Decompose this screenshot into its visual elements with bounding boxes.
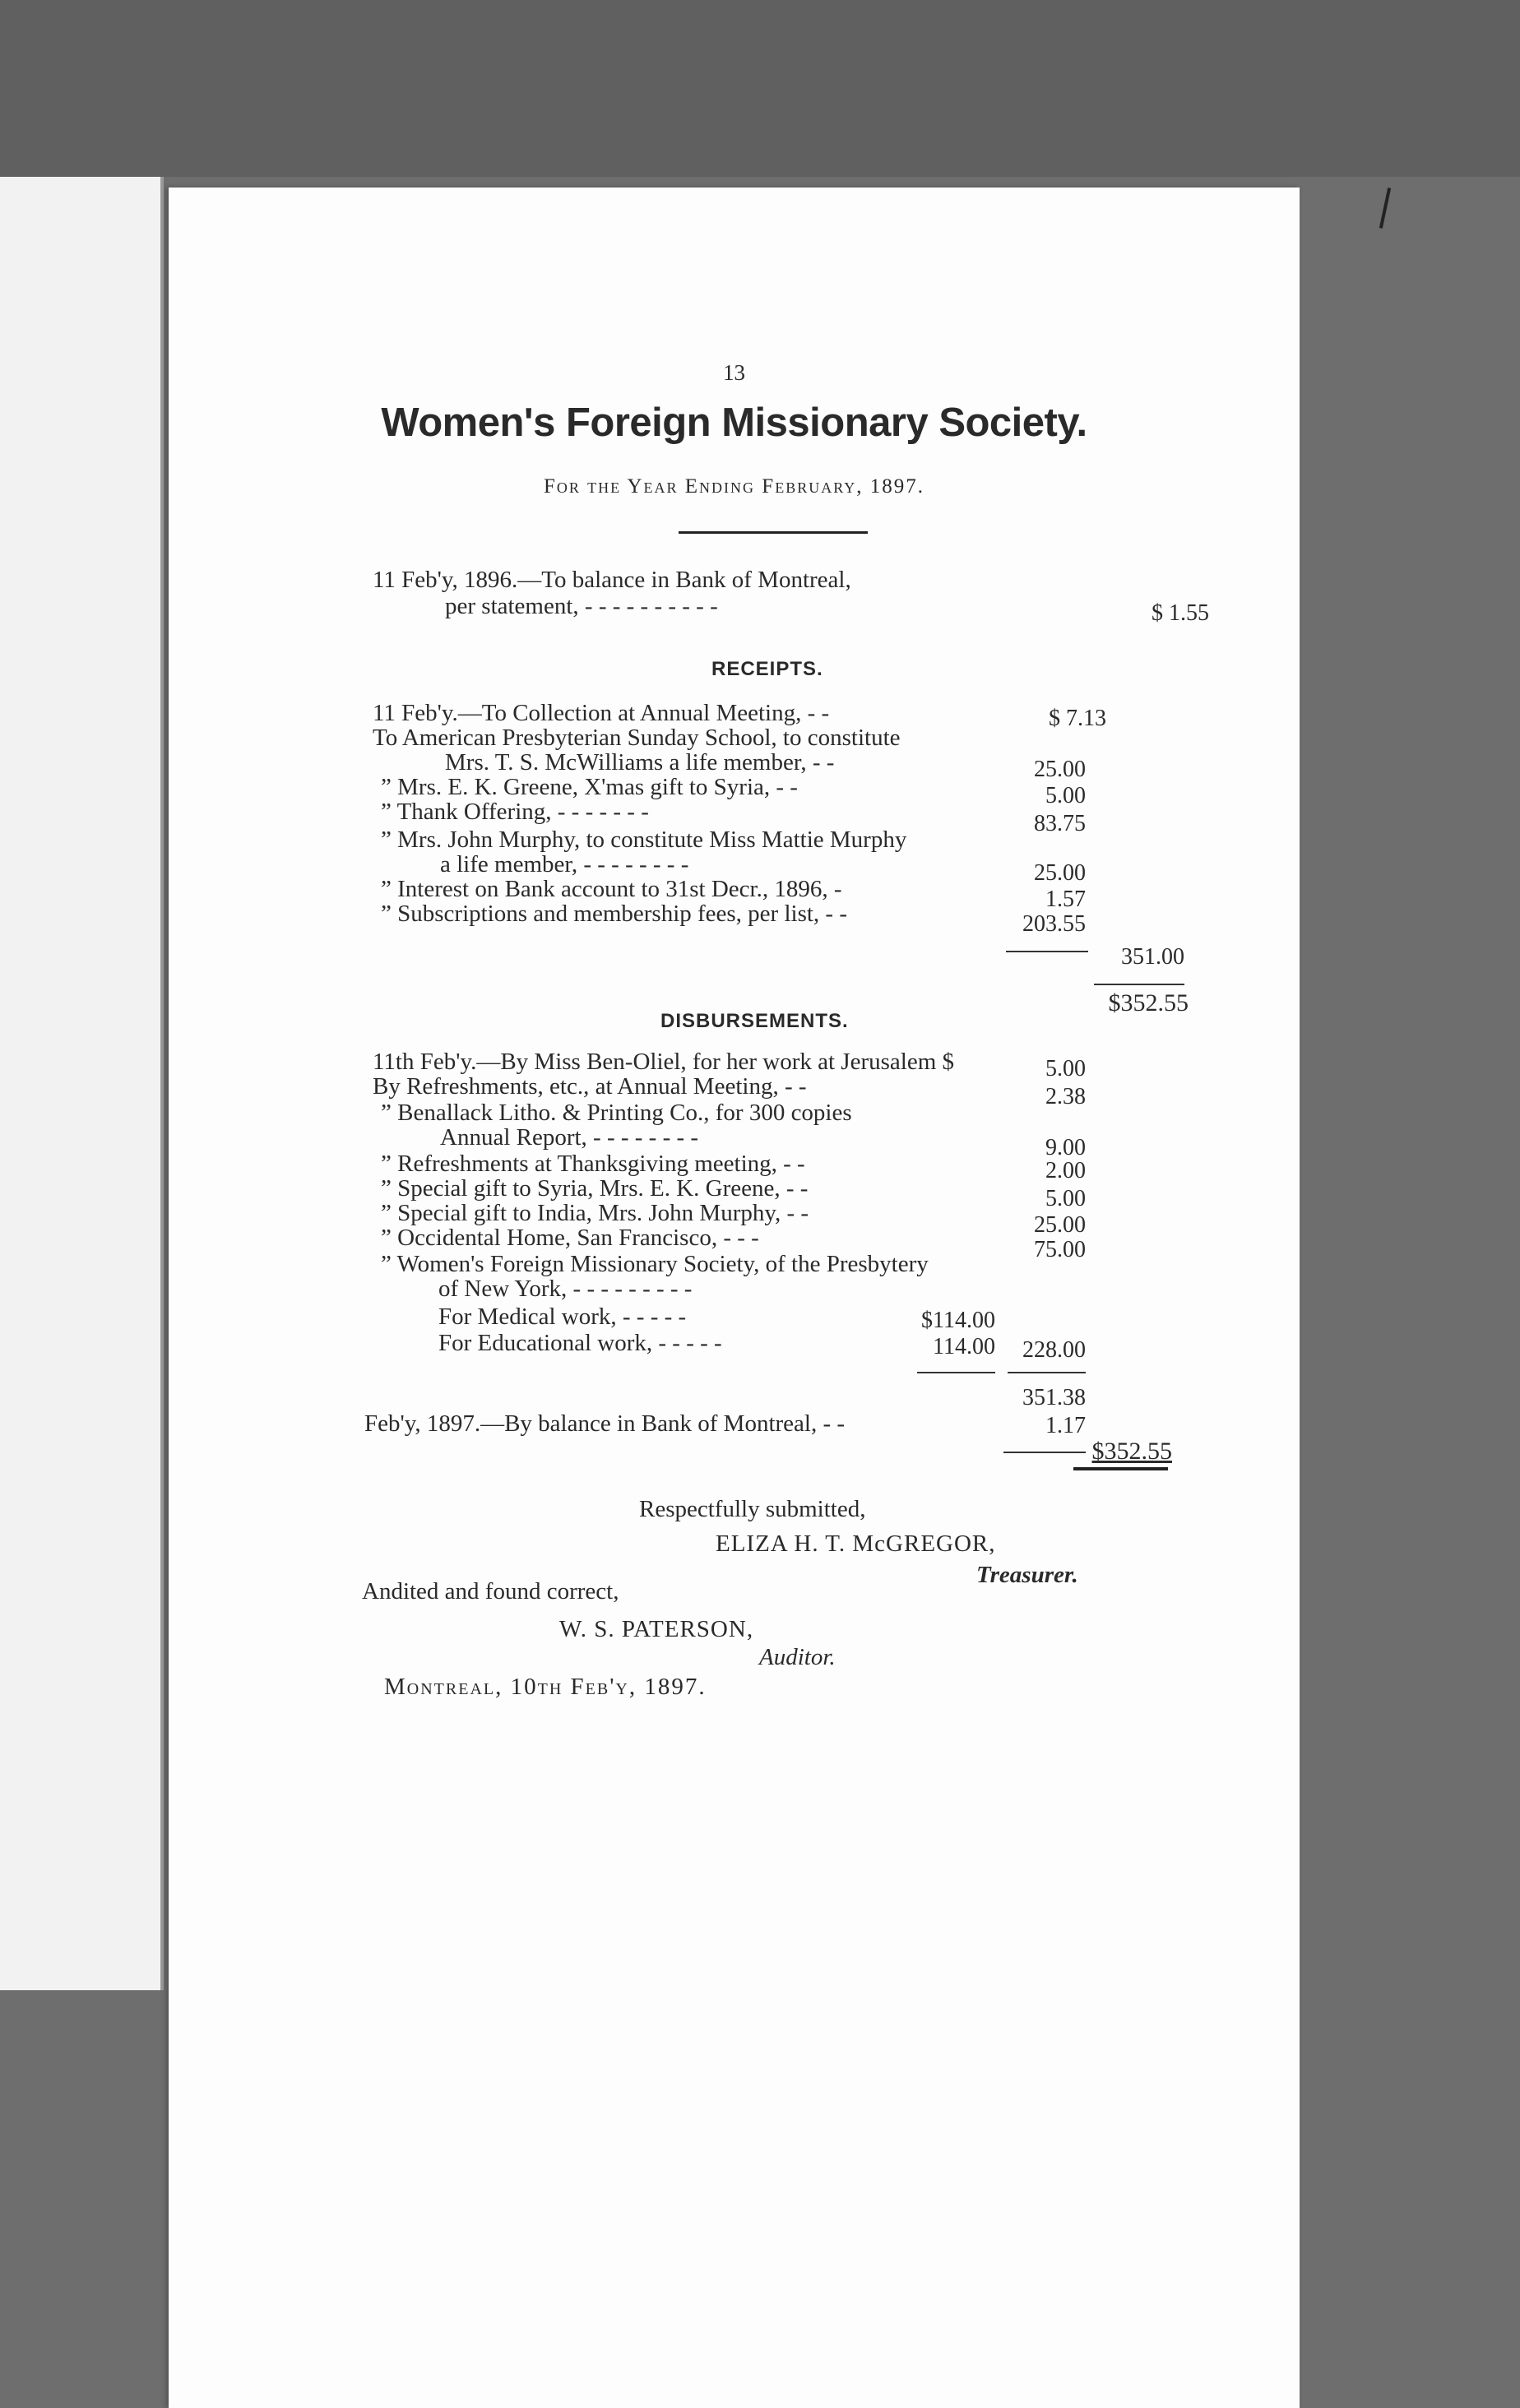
receipt-amount: 1.57: [1045, 887, 1086, 912]
respectfully-submitted: Respectfully submitted,: [639, 1496, 866, 1522]
receipt-line: Mrs. T. S. McWilliams a life member, - -: [445, 749, 835, 776]
receipt-amount: 5.00: [1045, 783, 1086, 808]
disbursement-line: of New York, - - - - - - - - -: [438, 1276, 693, 1302]
treasurer-title: Treasurer.: [976, 1562, 1078, 1588]
disbursement-amount: 2.00: [1045, 1158, 1086, 1183]
receipt-line: ” Mrs. John Murphy, to constitute Miss Mattie Murphy: [381, 827, 907, 853]
document-subtitle: For the Year Ending February, 1897.: [544, 475, 925, 498]
opening-balance-amount: $ 1.55: [1152, 600, 1209, 626]
disbursements-grand-total: $352.55: [1091, 1438, 1172, 1465]
scan-speck: [1379, 188, 1391, 229]
receipt-amount: 25.00: [1034, 860, 1086, 886]
disbursements-heading: DISBURSEMENTS.: [660, 1010, 849, 1032]
receipt-amount: 25.00: [1034, 757, 1086, 782]
closing-balance-line: Feb'y, 1897.—By balance in Bank of Montreal, - -: [364, 1410, 846, 1437]
facing-page-edge: [0, 177, 164, 1990]
receipt-amount: $ 7.13: [1049, 706, 1106, 731]
disbursement-line: ” Women's Foreign Missionary Society, of the Presbytery: [381, 1251, 929, 1277]
title-rule: [679, 531, 868, 534]
receipts-grand-total: $352.55: [1108, 989, 1189, 1016]
disbursement-line: ” Benallack Litho. & Printing Co., for 300 copies: [381, 1100, 852, 1126]
receipts-total: 351.00: [1121, 944, 1184, 970]
receipt-line: ” Interest on Bank account to 31st Decr., 1896, -: [381, 876, 842, 902]
opening-balance-line-2: per statement, - - - - - - - - - -: [445, 593, 718, 619]
document-page: [169, 188, 1300, 2408]
scan-background: [0, 0, 1520, 177]
receipt-amount: 203.55: [1022, 911, 1086, 937]
receipt-amount: 83.75: [1034, 811, 1086, 836]
disbursement-amount: 9.00: [1045, 1135, 1086, 1160]
medical-work-amount: $114.00: [921, 1308, 995, 1333]
receipt-line: ” Subscriptions and membership fees, per list, - -: [381, 901, 847, 927]
opening-balance-line-1: 11 Feb'y, 1896.—To balance in Bank of Montreal,: [373, 567, 851, 593]
medical-work-line: For Medical work, - - - - -: [438, 1304, 687, 1330]
disbursement-line: Annual Report, - - - - - - - -: [440, 1124, 699, 1151]
disbursement-line: By Refreshments, etc., at Annual Meeting, - -: [373, 1073, 807, 1100]
grand-total-double-rule: [1073, 1467, 1168, 1470]
page-number: 13: [723, 360, 745, 385]
place-and-date: Montreal, 10th Feb'y, 1897.: [384, 1674, 707, 1700]
auditor-name: W. S. PATERSON,: [559, 1616, 754, 1642]
disbursement-line: ” Refreshments at Thanksgiving meeting, - -: [381, 1151, 805, 1177]
disbursement-line: ” Special gift to Syria, Mrs. E. K. Greene, - -: [381, 1175, 809, 1202]
disbursements-subtotal: 351.38: [1022, 1385, 1086, 1410]
disbursement-amount: 75.00: [1034, 1237, 1086, 1262]
educational-work-total: 228.00: [1022, 1337, 1086, 1363]
receipt-line: ” Thank Offering, - - - - - - -: [381, 799, 649, 825]
treasurer-name: ELIZA H. T. McGREGOR,: [716, 1530, 996, 1557]
disbursement-amount: 2.38: [1045, 1084, 1086, 1109]
disbursements-medical-rule: [917, 1372, 995, 1373]
closing-balance-amount: 1.17: [1045, 1413, 1086, 1438]
disbursement-line: ” Occidental Home, San Francisco, - - -: [381, 1225, 759, 1251]
receipt-line: To American Presbyterian Sunday School, to constitute: [373, 725, 901, 751]
receipts-total-rule: [1094, 984, 1184, 985]
disbursement-line: 11th Feb'y.—By Miss Ben-Oliel, for her work at Jerusalem $: [373, 1049, 955, 1075]
disbursement-amount: 25.00: [1034, 1212, 1086, 1238]
receipts-heading: RECEIPTS.: [711, 658, 823, 680]
receipt-line: ” Mrs. E. K. Greene, X'mas gift to Syria, - -: [381, 774, 798, 800]
disbursement-amount: 5.00: [1045, 1186, 1086, 1211]
auditor-title: Auditor.: [759, 1644, 836, 1670]
educational-work-line: For Educational work, - - - - -: [438, 1330, 722, 1356]
educational-work-amount: 114.00: [933, 1334, 995, 1359]
disbursements-subtotal-rule: [1008, 1372, 1086, 1373]
disbursement-line: ” Special gift to India, Mrs. John Murphy, - -: [381, 1200, 809, 1226]
disbursement-amount: 5.00: [1045, 1056, 1086, 1081]
audited-statement: Andited and found correct,: [362, 1578, 619, 1605]
document-title: Women's Foreign Missionary Society.: [381, 401, 1087, 445]
receipt-line: 11 Feb'y.—To Collection at Annual Meeting, - -: [373, 700, 830, 726]
receipt-line: a life member, - - - - - - - -: [440, 851, 689, 878]
